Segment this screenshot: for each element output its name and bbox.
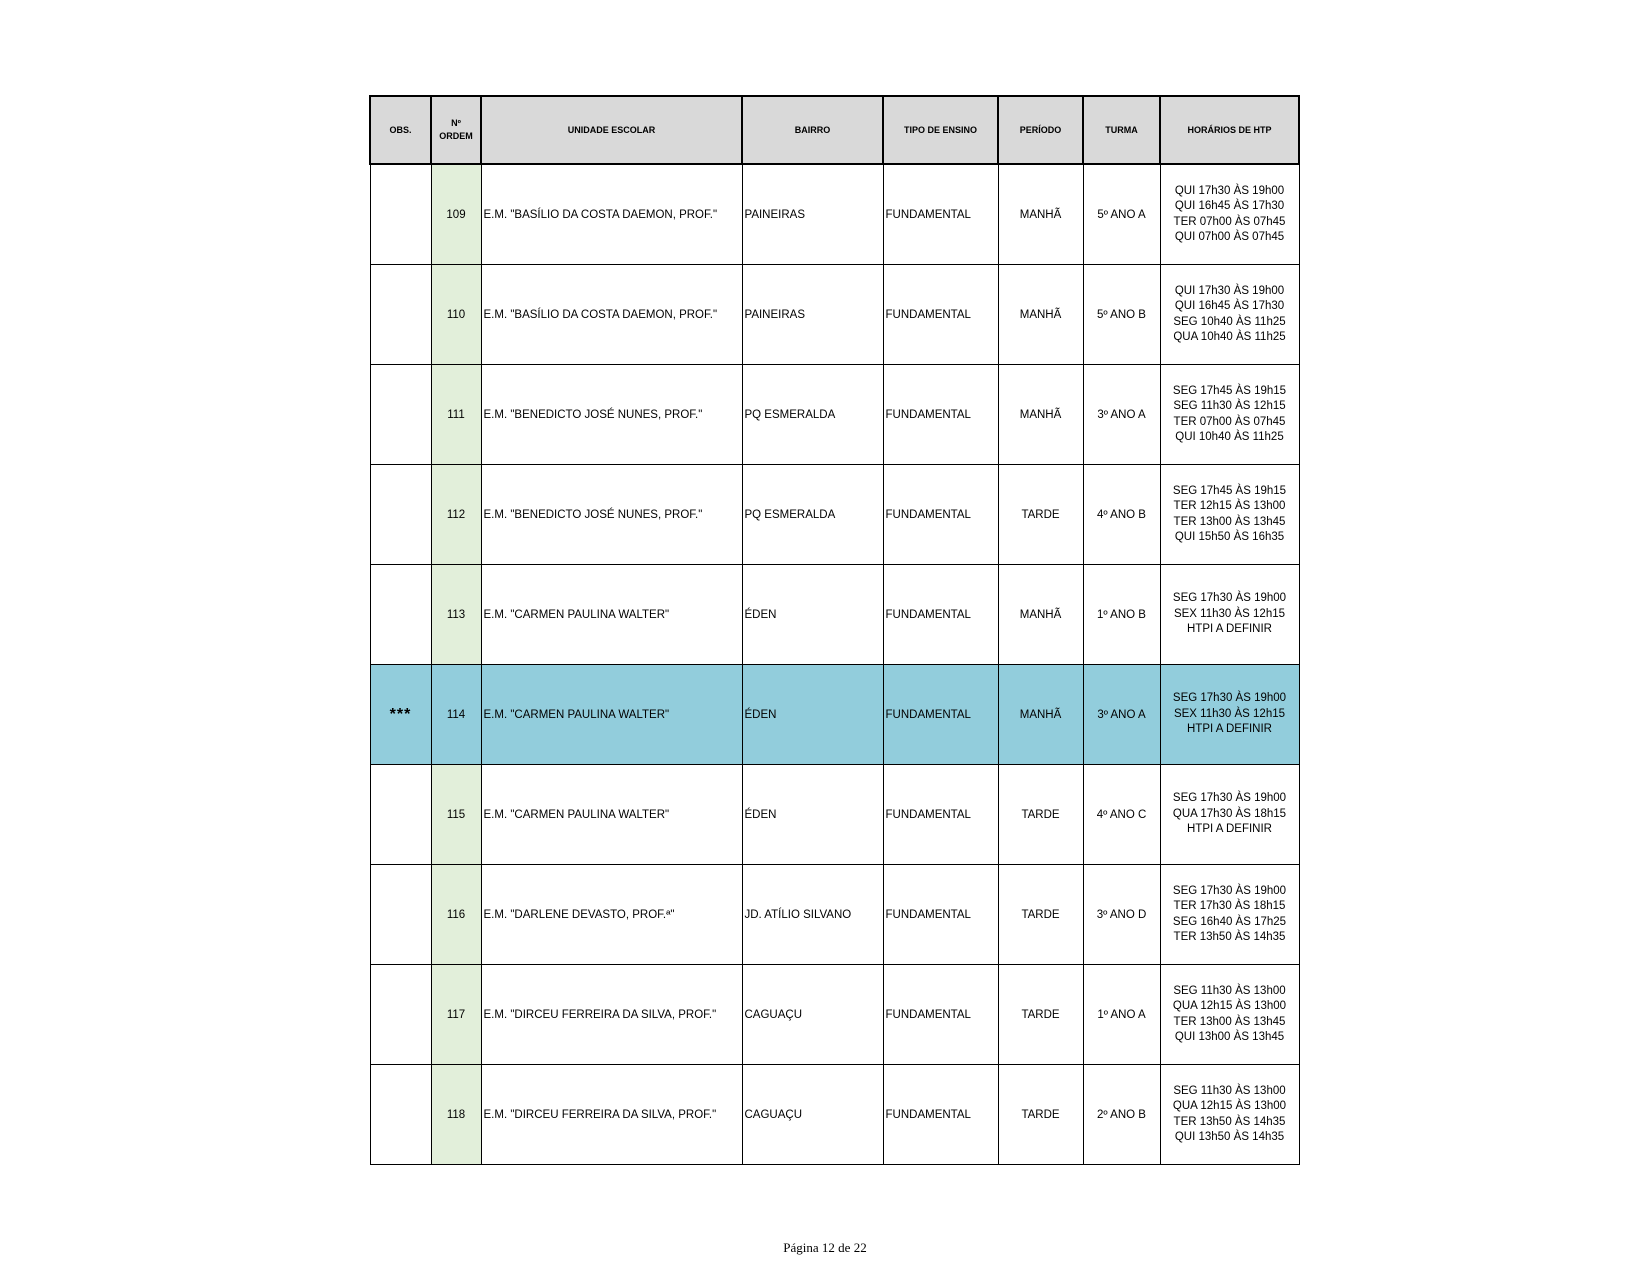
horario-line: TER 13h50 ÀS 14h35 [1173, 1115, 1286, 1128]
horario-line: TER 07h00 ÀS 07h45 [1173, 415, 1286, 428]
cell-turma: 1º ANO B [1083, 565, 1160, 665]
horario-line: TER 17h30 ÀS 18h15 [1173, 900, 1286, 912]
cell-obs [370, 765, 431, 865]
horario-line: HTPI A DEFINIR [1187, 623, 1272, 636]
cell-obs [370, 465, 431, 565]
cell-bairro: ÉDEN [742, 565, 883, 665]
header-tipo: TIPO DE ENSINO [883, 96, 998, 164]
header-ordem-line: ORDEM [439, 131, 473, 141]
cell-obs [370, 265, 431, 365]
horario-line: QUI 16h45 ÀS 17h30 [1174, 300, 1285, 312]
cell-tipo-ensino: FUNDAMENTAL [883, 1065, 998, 1165]
cell-tipo-ensino: FUNDAMENTAL [883, 265, 998, 365]
cell-periodo: TARDE [998, 465, 1083, 565]
horario-line: QUI 15h50 ÀS 16h35 [1174, 531, 1285, 543]
cell-ordem: 116 [431, 865, 481, 965]
cell-bairro: PAINEIRAS [742, 265, 883, 365]
cell-periodo: MANHÃ [998, 665, 1083, 765]
horario-line: QUI 10h40 ÀS 11h25 [1175, 431, 1284, 443]
table-header [370, 96, 1299, 164]
horario-line: QUI 07h00 ÀS 07h45 [1174, 231, 1285, 243]
horario-line: SEG 17h45 ÀS 19h15 [1172, 384, 1287, 397]
cell-obs [370, 865, 431, 965]
horario-line: QUA 17h30 ÀS 18h15 [1172, 807, 1287, 820]
cell-ordem: 111 [431, 365, 481, 465]
cell-turma: 4º ANO B [1083, 465, 1160, 565]
horario-line: SEG 17h30 ÀS 19h00 [1172, 592, 1287, 605]
cell-periodo: TARDE [998, 765, 1083, 865]
cell-unidade-escolar: E.M. "CARMEN PAULINA WALTER" [481, 565, 742, 665]
cell-ordem: 118 [431, 1065, 481, 1165]
cell-tipo-ensino: FUNDAMENTAL [883, 965, 998, 1065]
cell-obs [370, 365, 431, 465]
cell-horarios [1160, 565, 1299, 665]
cell-periodo: TARDE [998, 965, 1083, 1065]
horario-line: SEG 11h30 ÀS 13h00 [1173, 984, 1286, 997]
header-obs: OBS. [370, 96, 431, 164]
cell-horarios [1160, 865, 1299, 965]
cell-obs [370, 164, 431, 265]
cell-unidade-escolar: E.M. "BENEDICTO JOSÉ NUNES, PROF." [481, 465, 742, 565]
table-row [370, 465, 1299, 565]
cell-tipo-ensino: FUNDAMENTAL [883, 765, 998, 865]
header-ordem-label [434, 117, 478, 143]
horario-line: SEG 10h40 ÀS 11h25 [1173, 315, 1286, 328]
cell-periodo: MANHÃ [998, 565, 1083, 665]
cell-ordem: 114 [431, 665, 481, 765]
cell-unidade-escolar: E.M. "DIRCEU FERREIRA DA SILVA, PROF." [481, 1065, 742, 1165]
cell-unidade-escolar: E.M. "CARMEN PAULINA WALTER" [481, 665, 742, 765]
cell-periodo: MANHÃ [998, 365, 1083, 465]
cell-bairro: CAGUAÇU [742, 1065, 883, 1165]
cell-obs [370, 965, 431, 1065]
cell-obs [370, 1065, 431, 1165]
cell-horarios [1160, 164, 1299, 265]
table-row [370, 164, 1299, 265]
cell-obs: *** [370, 665, 431, 765]
cell-turma: 2º ANO B [1083, 1065, 1160, 1165]
cell-periodo: MANHÃ [998, 164, 1083, 265]
cell-unidade-escolar: E.M. "CARMEN PAULINA WALTER" [481, 765, 742, 865]
horario-line: QUI 13h00 ÀS 13h45 [1174, 1031, 1285, 1043]
table-body [370, 164, 1299, 1165]
table-row [370, 565, 1299, 665]
table-row [370, 1065, 1299, 1165]
cell-unidade-escolar: E.M. "BASÍLIO DA COSTA DAEMON, PROF." [481, 164, 742, 265]
cell-horarios [1160, 765, 1299, 865]
horario-line: QUA 12h15 ÀS 13h00 [1172, 1000, 1287, 1012]
cell-tipo-ensino: FUNDAMENTAL [883, 565, 998, 665]
horario-line: TER 13h00 ÀS 13h45 [1173, 515, 1286, 528]
htp-schedule-table [369, 95, 1300, 1165]
cell-bairro: JD. ATÍLIO SILVANO [742, 865, 883, 965]
horario-line: SEG 11h30 ÀS 13h00 [1173, 1084, 1286, 1097]
table-row [370, 865, 1299, 965]
horario-line: HTPI A DEFINIR [1187, 823, 1272, 836]
cell-ordem: 113 [431, 565, 481, 665]
horario-line: SEG 17h30 ÀS 19h00 [1172, 792, 1287, 805]
cell-ordem: 115 [431, 765, 481, 865]
cell-periodo: TARDE [998, 865, 1083, 965]
cell-horarios [1160, 365, 1299, 465]
header-bairro: BAIRRO [742, 96, 883, 164]
horario-line: SEG 17h30 ÀS 19h00 [1172, 884, 1287, 897]
cell-ordem: 117 [431, 965, 481, 1065]
table-row [370, 365, 1299, 465]
cell-unidade-escolar: E.M. "BASÍLIO DA COSTA DAEMON, PROF." [481, 265, 742, 365]
cell-periodo: TARDE [998, 1065, 1083, 1165]
cell-turma: 5º ANO A [1083, 164, 1160, 265]
table-row [370, 265, 1299, 365]
header-unidade: UNIDADE ESCOLAR [481, 96, 742, 164]
cell-horarios [1160, 965, 1299, 1065]
header-ordem-line: Nº [451, 118, 461, 128]
horario-line: SEG 11h30 ÀS 12h15 [1173, 400, 1286, 412]
cell-ordem: 109 [431, 164, 481, 265]
cell-bairro: PQ ESMERALDA [742, 365, 883, 465]
cell-bairro: CAGUAÇU [742, 965, 883, 1065]
horario-line: HTPI A DEFINIR [1187, 723, 1272, 736]
cell-bairro: PQ ESMERALDA [742, 465, 883, 565]
cell-horarios [1160, 1065, 1299, 1165]
cell-horarios [1160, 265, 1299, 365]
header-ordem [431, 96, 481, 164]
cell-obs [370, 565, 431, 665]
header-periodo: PERÍODO [998, 96, 1083, 164]
horario-line: SEG 16h40 ÀS 17h25 [1172, 915, 1287, 928]
cell-turma: 3º ANO A [1083, 365, 1160, 465]
page-number: Página 12 de 22 [783, 1240, 867, 1255]
horario-line: QUI 17h30 ÀS 19h00 [1174, 184, 1285, 197]
cell-unidade-escolar: E.M. "DARLENE DEVASTO, PROF.ª" [481, 865, 742, 965]
cell-tipo-ensino: FUNDAMENTAL [883, 164, 998, 265]
cell-unidade-escolar: E.M. "DIRCEU FERREIRA DA SILVA, PROF." [481, 965, 742, 1065]
cell-turma: 1º ANO A [1083, 965, 1160, 1065]
header-horarios: HORÁRIOS DE HTP [1160, 96, 1299, 164]
cell-tipo-ensino: FUNDAMENTAL [883, 365, 998, 465]
cell-turma: 3º ANO D [1083, 865, 1160, 965]
cell-turma: 5º ANO B [1083, 265, 1160, 365]
table-row [370, 965, 1299, 1065]
table-row [370, 765, 1299, 865]
cell-unidade-escolar: E.M. "BENEDICTO JOSÉ NUNES, PROF." [481, 365, 742, 465]
cell-tipo-ensino: FUNDAMENTAL [883, 865, 998, 965]
cell-horarios [1160, 465, 1299, 565]
horario-line: SEX 11h30 ÀS 12h15 [1173, 707, 1286, 720]
horario-line: TER 12h15 ÀS 13h00 [1173, 500, 1286, 512]
horario-line: TER 13h50 ÀS 14h35 [1173, 931, 1286, 943]
cell-periodo: MANHÃ [998, 265, 1083, 365]
cell-bairro: PAINEIRAS [742, 164, 883, 265]
horario-line: TER 13h00 ÀS 13h45 [1173, 1015, 1286, 1028]
horario-line: QUA 12h15 ÀS 13h00 [1172, 1100, 1287, 1112]
horario-line: SEX 11h30 ÀS 12h15 [1173, 607, 1286, 620]
header-turma: TURMA [1083, 96, 1160, 164]
horario-line: QUI 17h30 ÀS 19h00 [1174, 284, 1285, 297]
cell-ordem: 112 [431, 465, 481, 565]
horario-line: TER 07h00 ÀS 07h45 [1173, 215, 1286, 228]
cell-bairro: ÉDEN [742, 665, 883, 765]
cell-ordem: 110 [431, 265, 481, 365]
cell-tipo-ensino: FUNDAMENTAL [883, 665, 998, 765]
cell-tipo-ensino: FUNDAMENTAL [883, 465, 998, 565]
horario-line: SEG 17h30 ÀS 19h00 [1172, 692, 1287, 705]
horario-line: QUI 13h50 ÀS 14h35 [1174, 1131, 1285, 1143]
cell-turma: 4º ANO C [1083, 765, 1160, 865]
table-row [370, 665, 1299, 765]
horario-line: QUA 10h40 ÀS 11h25 [1173, 331, 1286, 343]
cell-horarios [1160, 665, 1299, 765]
horario-line: SEG 17h45 ÀS 19h15 [1172, 484, 1287, 497]
cell-bairro: ÉDEN [742, 765, 883, 865]
cell-turma: 3º ANO A [1083, 665, 1160, 765]
horario-line: QUI 16h45 ÀS 17h30 [1174, 200, 1285, 212]
